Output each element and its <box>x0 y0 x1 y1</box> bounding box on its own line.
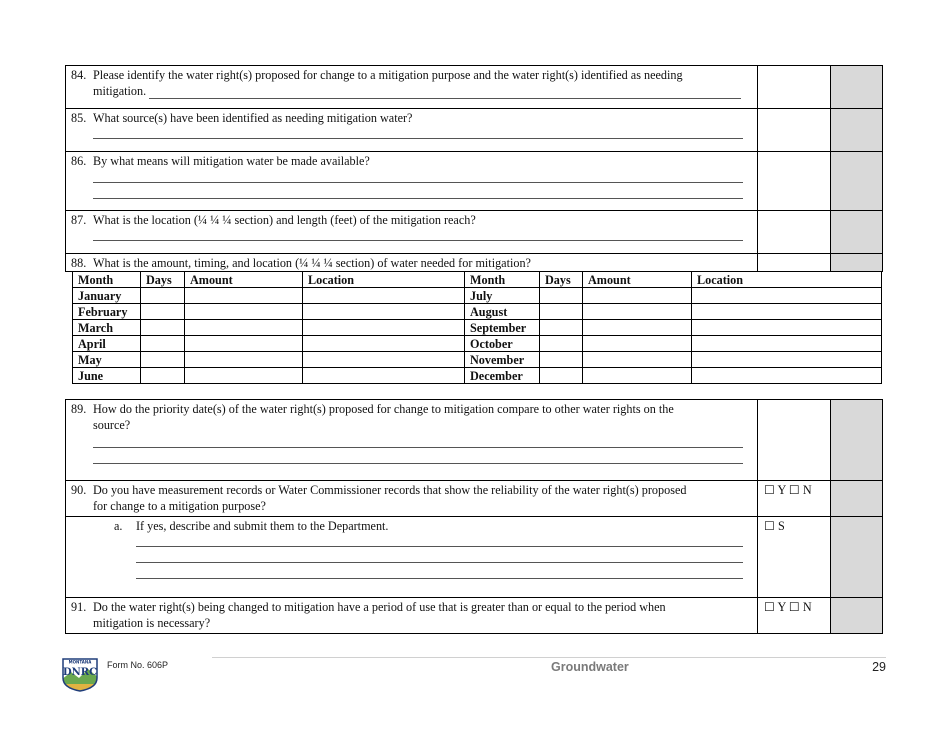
amount-cell[interactable] <box>185 304 303 320</box>
question-row-86 <box>66 152 883 211</box>
question-number: 88. <box>71 256 87 270</box>
header-amount: Amount <box>583 272 692 288</box>
questions-table-bottom <box>65 399 883 634</box>
office-use-cell <box>831 400 883 481</box>
header-days: Days <box>141 272 185 288</box>
questions-table-top <box>65 65 883 272</box>
month-table-header <box>73 272 882 288</box>
response-cell[interactable] <box>758 66 831 109</box>
dnrc-logo-icon <box>61 656 99 692</box>
office-use-cell <box>831 254 883 272</box>
answer-line[interactable] <box>93 198 743 199</box>
page-number: 29 <box>872 660 886 674</box>
month-label: February <box>73 304 141 320</box>
answer-line[interactable] <box>136 546 743 547</box>
question-number: 86. <box>71 154 87 168</box>
location-cell[interactable] <box>303 336 465 352</box>
yes-no-checkbox[interactable]: ☐ Y ☐ N <box>764 483 812 497</box>
location-cell[interactable] <box>303 288 465 304</box>
response-cell[interactable] <box>758 400 831 481</box>
response-cell[interactable] <box>758 254 831 272</box>
days-cell[interactable] <box>141 336 185 352</box>
location-cell[interactable] <box>303 320 465 336</box>
header-location: Location <box>692 272 882 288</box>
amount-cell[interactable] <box>185 320 303 336</box>
logo-top-text: MONTANA <box>68 659 92 665</box>
month-label: January <box>73 288 141 304</box>
question-text: What is the amount, timing, and location (¼ ¼ ¼ section) of water needed for mitigation? <box>93 256 531 270</box>
response-cell[interactable] <box>758 109 831 152</box>
question-number: 90. <box>71 483 87 497</box>
month-label: April <box>73 336 141 352</box>
days-cell[interactable] <box>540 368 583 384</box>
office-use-cell <box>831 517 883 598</box>
question-row-84 <box>66 66 883 109</box>
days-cell[interactable] <box>141 288 185 304</box>
amount-cell[interactable] <box>583 352 692 368</box>
amount-cell[interactable] <box>185 336 303 352</box>
footer-divider <box>212 657 886 658</box>
question-row-88 <box>66 254 883 272</box>
submitted-checkbox[interactable]: ☐ S <box>764 519 785 533</box>
month-label: October <box>465 336 540 352</box>
section-title: Groundwater <box>551 660 629 674</box>
days-cell[interactable] <box>141 368 185 384</box>
location-cell[interactable] <box>692 336 882 352</box>
form-number: Form No. 606P <box>107 660 169 670</box>
table-row <box>73 288 882 304</box>
table-row <box>73 368 882 384</box>
question-number: 87. <box>71 213 87 227</box>
response-cell[interactable] <box>758 211 831 254</box>
amount-cell[interactable] <box>185 368 303 384</box>
location-cell[interactable] <box>303 352 465 368</box>
response-cell[interactable] <box>758 152 831 211</box>
days-cell[interactable] <box>540 304 583 320</box>
answer-line[interactable] <box>93 138 743 139</box>
question-row-85 <box>66 109 883 152</box>
location-cell[interactable] <box>692 320 882 336</box>
month-label: June <box>73 368 141 384</box>
amount-cell[interactable] <box>583 304 692 320</box>
question-text: Do the water right(s) being changed to mitigation have a period of use that is greater than or equal to the period when <box>93 600 666 614</box>
location-cell[interactable] <box>692 352 882 368</box>
location-cell[interactable] <box>692 288 882 304</box>
amount-cell[interactable] <box>583 320 692 336</box>
month-label: May <box>73 352 141 368</box>
table-row <box>73 320 882 336</box>
month-label: December <box>465 368 540 384</box>
question-text-cont: mitigation is necessary? <box>93 616 211 630</box>
answer-line[interactable] <box>93 447 743 448</box>
question-text: What is the location (¼ ¼ ¼ section) and length (feet) of the mitigation reach? <box>93 213 476 227</box>
question-text: How do the priority date(s) of the water right(s) proposed for change to mitigation compare to other water rights on the <box>93 402 674 416</box>
days-cell[interactable] <box>540 320 583 336</box>
answer-line[interactable] <box>136 562 743 563</box>
question-text-cont: mitigation. <box>93 84 147 98</box>
month-label: July <box>465 288 540 304</box>
question-number: 91. <box>71 600 87 614</box>
answer-line[interactable] <box>93 240 743 241</box>
question-number: 85. <box>71 111 87 125</box>
answer-line[interactable] <box>136 578 743 579</box>
answer-line[interactable] <box>149 98 741 99</box>
location-cell[interactable] <box>303 368 465 384</box>
amount-cell[interactable] <box>583 336 692 352</box>
location-cell[interactable] <box>303 304 465 320</box>
month-label: March <box>73 320 141 336</box>
question-row-87 <box>66 211 883 254</box>
answer-line[interactable] <box>93 182 743 183</box>
location-cell[interactable] <box>692 368 882 384</box>
question-text-cont: source? <box>93 418 131 432</box>
logo-text: DNRC <box>62 667 98 678</box>
office-use-cell <box>831 598 883 634</box>
question-number: 89. <box>71 402 87 416</box>
days-cell[interactable] <box>540 336 583 352</box>
sub-question-label: a. <box>114 519 123 533</box>
amount-cell[interactable] <box>185 352 303 368</box>
answer-line[interactable] <box>93 463 743 464</box>
days-cell[interactable] <box>540 352 583 368</box>
mitigation-month-table <box>72 271 882 384</box>
question-text: Please identify the water right(s) proposed for change to a mitigation purpose and the water right(s) identified as needing <box>93 68 683 82</box>
month-label: November <box>465 352 540 368</box>
office-use-cell <box>831 152 883 211</box>
header-month: Month <box>465 272 540 288</box>
header-amount: Amount <box>185 272 303 288</box>
office-use-cell <box>831 66 883 109</box>
location-cell[interactable] <box>692 304 882 320</box>
header-days: Days <box>540 272 583 288</box>
days-cell[interactable] <box>141 352 185 368</box>
yes-no-checkbox[interactable]: ☐ Y ☐ N <box>764 600 812 614</box>
month-label: September <box>465 320 540 336</box>
amount-cell[interactable] <box>583 368 692 384</box>
table-row <box>73 304 882 320</box>
question-text: By what means will mitigation water be made available? <box>93 154 370 168</box>
days-cell[interactable] <box>141 320 185 336</box>
amount-cell[interactable] <box>583 288 692 304</box>
question-text: Do you have measurement records or Water Commissioner records that show the reliability of the water right(s) proposed <box>93 483 687 497</box>
header-month: Month <box>73 272 141 288</box>
days-cell[interactable] <box>540 288 583 304</box>
office-use-cell <box>831 481 883 517</box>
question-row-89 <box>66 400 883 481</box>
office-use-cell <box>831 211 883 254</box>
header-location: Location <box>303 272 465 288</box>
days-cell[interactable] <box>141 304 185 320</box>
question-text: What source(s) have been identified as needing mitigation water? <box>93 111 413 125</box>
amount-cell[interactable] <box>185 288 303 304</box>
table-row <box>73 352 882 368</box>
question-text-cont: for change to a mitigation purpose? <box>93 499 266 513</box>
table-row <box>73 336 882 352</box>
question-text: If yes, describe and submit them to the Department. <box>136 519 389 533</box>
question-row-90 <box>66 481 883 517</box>
office-use-cell <box>831 109 883 152</box>
question-row-90a <box>66 517 883 598</box>
question-row-91 <box>66 598 883 634</box>
question-number: 84. <box>71 68 87 82</box>
month-label: August <box>465 304 540 320</box>
